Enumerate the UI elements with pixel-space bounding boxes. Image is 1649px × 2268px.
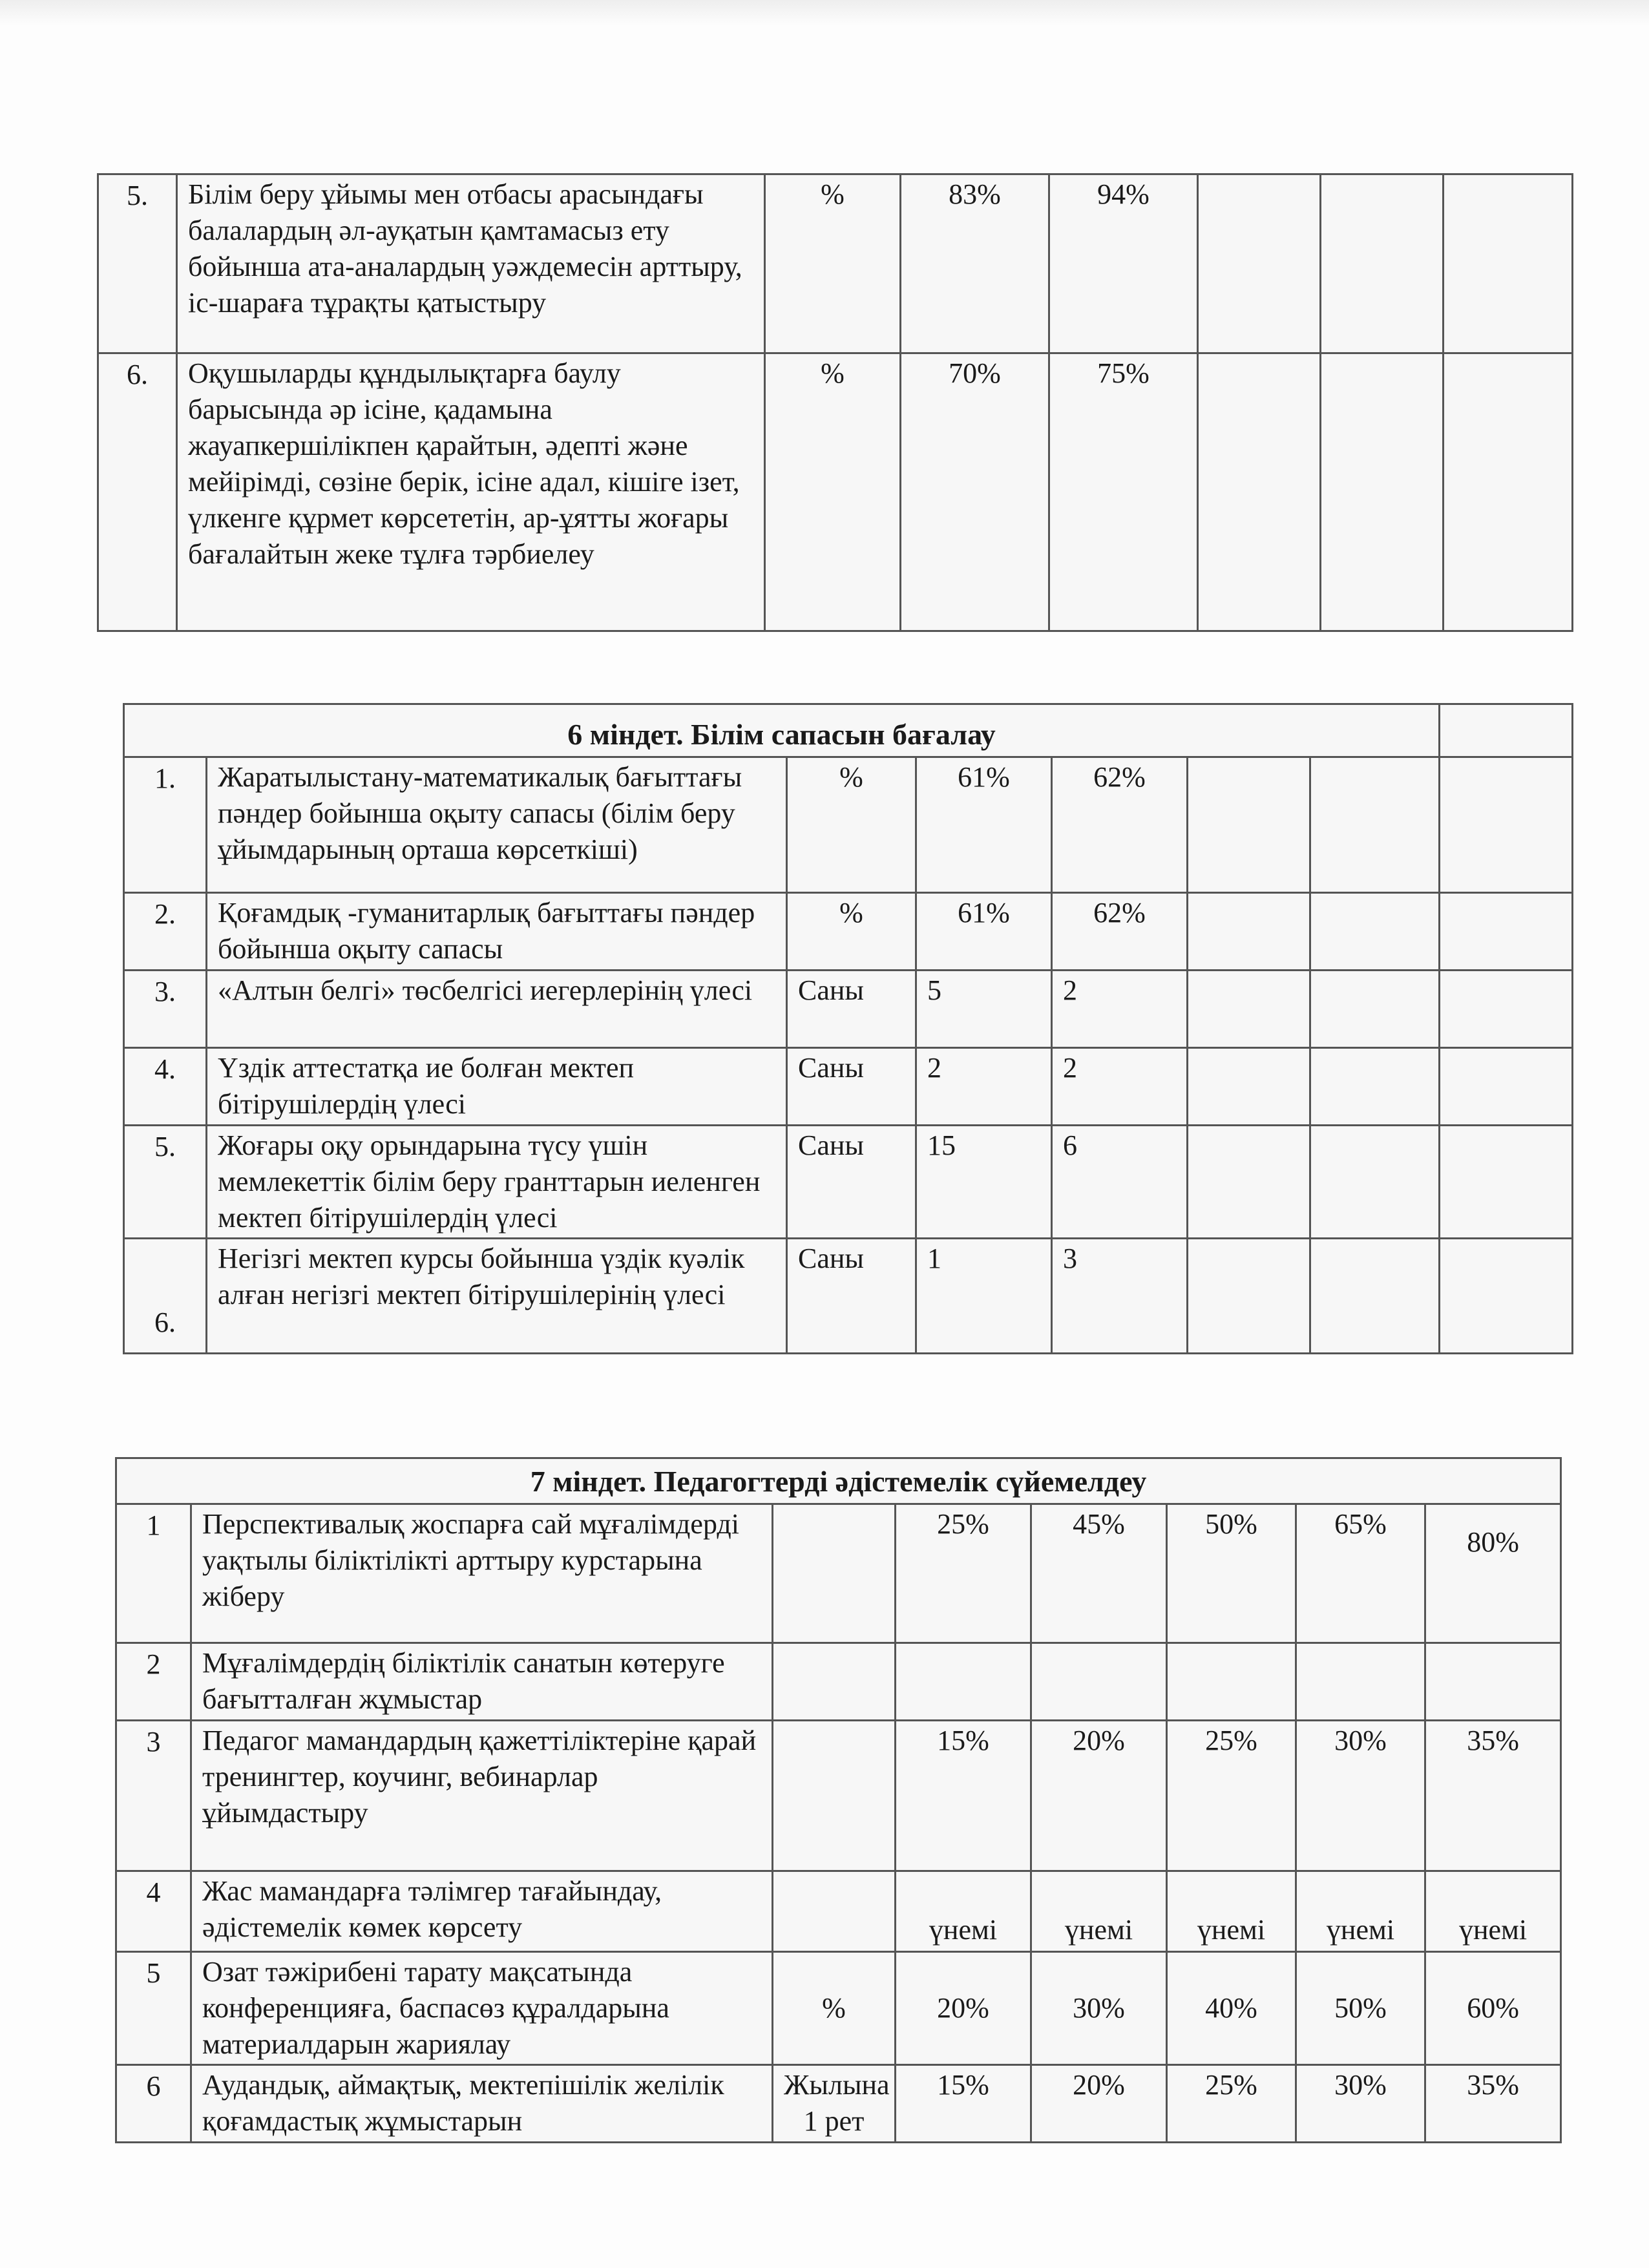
row-number: 6 [116,2065,191,2143]
value-cell: үнемі [1031,1871,1167,1952]
row-number: 3. [124,971,207,1048]
unit-cell: Саны [787,1126,916,1239]
table-row [116,2065,1561,2143]
table-row [116,1871,1561,1952]
indicator-text: Оқушыларды құндылықтарға баулу барысында әр ісіне, қадамына жауапкершілікпен қарайтын, әдепті және мейірімді, сөзіне берік, ісіне адал, кішіге ізет, үлкенге құрмет көрсететін, ар-ұятты жоғары бағалайтын жеке тұлға тәрбиелеу [177,353,765,631]
table-row [116,1952,1561,2065]
value-cell: 2 [1052,1048,1188,1126]
empty-cell [1310,1048,1440,1126]
section-title-row [116,1458,1561,1504]
empty-cell [1321,353,1444,631]
value-cell [1167,1643,1296,1721]
indicator-text: Үздік аттестатқа ие болған мектеп бітірушілердің үлесі [207,1048,787,1126]
section-title: 7 міндет. Педагогтерді әдістемелік сүйемелдеу [116,1458,1561,1504]
value-cell: 1 [916,1239,1052,1354]
indicator-text: Озат тәжірибені тарату мақсатында конференцияға, баспасөз құралдарына материалдарын жариялау [191,1952,773,2065]
value-cell: 5 [916,971,1052,1048]
value-cell: 20% [896,1952,1031,2065]
indicator-text: Аудандық, аймақтық, мектепішілік желілік қоғамдастық жұмыстарын [191,2065,773,2143]
value-cell [896,1643,1031,1721]
row-number: 5 [116,1952,191,2065]
empty-cell [1321,174,1444,353]
value-cell: 15 [916,1126,1052,1239]
empty-cell [1310,1126,1440,1239]
row-number: 6. [98,353,177,631]
value-cell: 65% [1296,1504,1425,1643]
empty-cell [1188,1239,1310,1354]
table-row [116,1721,1561,1871]
empty-cell [1188,893,1310,971]
value-cell: 6 [1052,1126,1188,1239]
unit-cell: % [765,174,901,353]
value-cell: үнемі [1425,1871,1561,1952]
unit-cell: % [773,1952,896,2065]
value-cell: 3 [1052,1239,1188,1354]
indicator-text: Білім беру ұйымы мен отбасы арасындағы балалардың әл-ауқатын қамтамасыз ету бойынша ата-аналардың уәждемесін арттыру, іс-шараға тұрақты қатыстыру [177,174,765,353]
value-cell [1425,1643,1561,1721]
empty-cell [1310,757,1440,893]
row-number: 5. [124,1126,207,1239]
empty-cell [1444,353,1573,631]
unit-cell: % [765,353,901,631]
table-row [116,1504,1561,1643]
indicator-text: Негізгі мектеп курсы бойынша үздік куәлік алған негізгі мектеп бітірушілерінің үлесі [207,1239,787,1354]
table-row [124,1048,1573,1126]
table-row [124,893,1573,971]
row-number: 1. [124,757,207,893]
table-row [124,1239,1573,1354]
indicator-text: Жас мамандарға тәлімгер тағайындау, әдістемелік көмек көрсету [191,1871,773,1952]
empty-cell [1440,971,1573,1048]
unit-cell [773,1504,896,1643]
value-cell: 61% [916,893,1052,971]
empty-cell [1440,1048,1573,1126]
value-cell: үнемі [1167,1871,1296,1952]
unit-cell: Саны [787,1239,916,1354]
value-cell: 70% [901,353,1049,631]
indicator-text: Перспективалық жоспарға сай мұғалімдерді уақтылы біліктілікті арттыру курстарына жіберу [191,1504,773,1643]
value-cell [1031,1643,1167,1721]
section-title: 6 міндет. Білім сапасын бағалау [124,704,1440,757]
value-cell: 30% [1296,1721,1425,1871]
value-cell: 50% [1167,1504,1296,1643]
value-cell: 35% [1425,2065,1561,2143]
unit-cell [773,1721,896,1871]
value-cell: 60% [1425,1952,1561,2065]
value-cell: 80% [1425,1504,1561,1643]
unit-cell [773,1643,896,1721]
value-cell: 83% [901,174,1049,353]
goals-table-7 [115,1457,1562,2143]
value-cell: 25% [896,1504,1031,1643]
empty-cell [1188,1126,1310,1239]
empty-cell [1440,757,1573,893]
empty-cell [1440,1239,1573,1354]
table-row [98,353,1573,631]
row-number: 2 [116,1643,191,1721]
unit-cell: Саны [787,1048,916,1126]
value-cell: 2 [1052,971,1188,1048]
value-cell: 94% [1049,174,1198,353]
value-cell: 25% [1167,1721,1296,1871]
table-row [98,174,1573,353]
indicator-text: Педагог мамандардың қажеттіліктеріне қарай тренингтер, коучинг, вебинарлар ұйымдастыру [191,1721,773,1871]
empty-cell [1440,893,1573,971]
row-number: 3 [116,1721,191,1871]
empty-cell [1444,174,1573,353]
scan-edge [0,0,1649,26]
indicator-text: «Алтын белгі» төсбелгісі иегерлерінің үлесі [207,971,787,1048]
value-cell: 61% [916,757,1052,893]
value-cell: 25% [1167,2065,1296,2143]
row-number: 6. [124,1239,207,1354]
empty-cell [1440,704,1573,757]
empty-cell [1188,1048,1310,1126]
table-row [124,757,1573,893]
indicator-text: Қоғамдық -гуманитарлық бағыттағы пәндер бойынша оқыту сапасы [207,893,787,971]
goals-table-5 [97,173,1573,632]
value-cell: 40% [1167,1952,1296,2065]
empty-cell [1310,893,1440,971]
value-cell: 15% [896,2065,1031,2143]
table-row [124,1126,1573,1239]
indicator-text: Жоғары оқу орындарына түсу үшін мемлекеттік білім беру гранттарын иеленген мектеп бітірушілердің үлесі [207,1126,787,1239]
value-cell: 50% [1296,1952,1425,2065]
value-cell: 62% [1052,757,1188,893]
empty-cell [1310,1239,1440,1354]
section-title-row [124,704,1573,757]
value-cell: 62% [1052,893,1188,971]
value-cell: 75% [1049,353,1198,631]
table-row [124,971,1573,1048]
value-cell: 35% [1425,1721,1561,1871]
goals-table-6 [123,703,1573,1354]
empty-cell [1188,971,1310,1048]
row-number: 5. [98,174,177,353]
row-number: 1 [116,1504,191,1643]
unit-cell [773,1871,896,1952]
value-cell: 15% [896,1721,1031,1871]
row-number: 4 [116,1871,191,1952]
empty-cell [1198,174,1321,353]
indicator-text: Мұғалімдердің біліктілік санатын көтеруге бағытталған жұмыстар [191,1643,773,1721]
empty-cell [1440,1126,1573,1239]
value-cell [1296,1643,1425,1721]
indicator-text: Жаратылыстану-математикалық бағыттағы пәндер бойынша оқыту сапасы (білім беру ұйымдарының орташа көрсеткіші) [207,757,787,893]
value-cell: 20% [1031,2065,1167,2143]
empty-cell [1188,757,1310,893]
value-cell: 30% [1031,1952,1167,2065]
table-row [116,1643,1561,1721]
value-cell: 20% [1031,1721,1167,1871]
value-cell: 30% [1296,2065,1425,2143]
value-cell: үнемі [896,1871,1031,1952]
value-cell: үнемі [1296,1871,1425,1952]
unit-cell: % [787,893,916,971]
row-number: 2. [124,893,207,971]
unit-cell: Жылына 1 рет [773,2065,896,2143]
unit-cell: % [787,757,916,893]
empty-cell [1310,971,1440,1048]
row-number: 4. [124,1048,207,1126]
empty-cell [1198,353,1321,631]
value-cell: 45% [1031,1504,1167,1643]
value-cell: 2 [916,1048,1052,1126]
unit-cell: Саны [787,971,916,1048]
